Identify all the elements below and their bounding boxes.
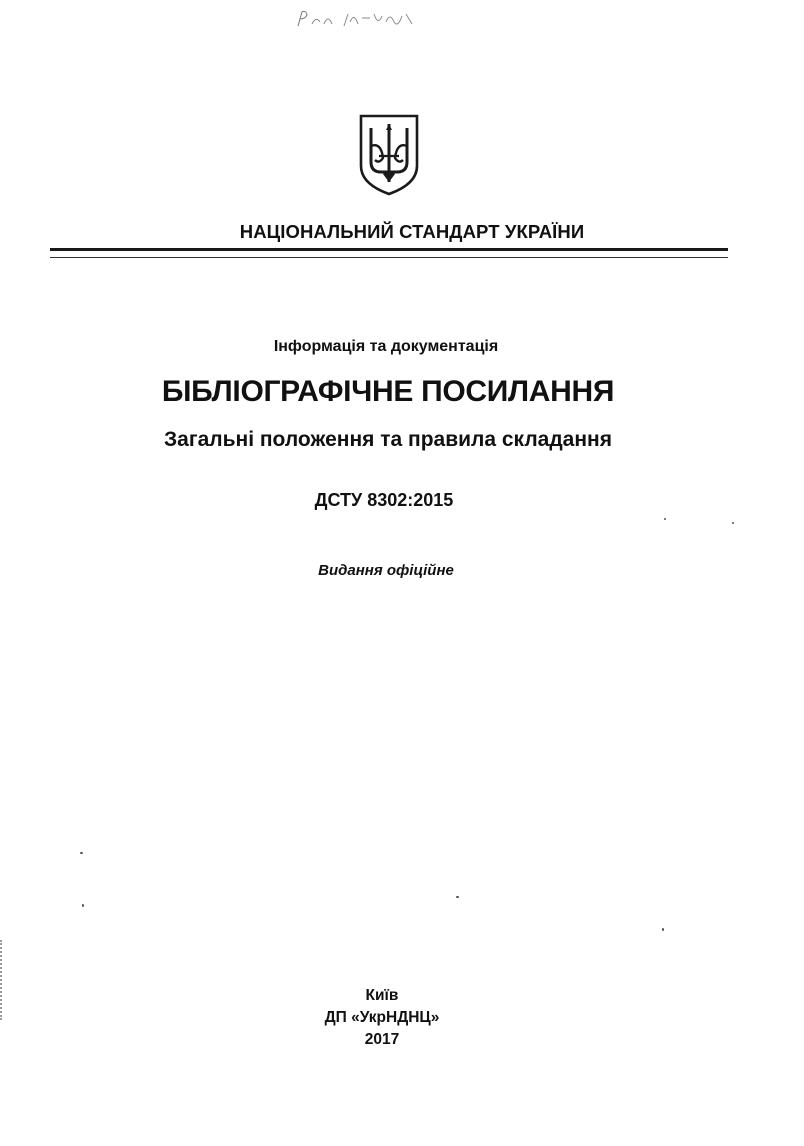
document-subtitle: Загальні положення та правила складання bbox=[164, 428, 612, 451]
publisher-organization: ДП «УкрНДНЦ» bbox=[324, 1009, 440, 1026]
scan-speck bbox=[662, 928, 664, 931]
subject-area: Інформація та документація bbox=[273, 338, 499, 355]
document-title: БІБЛІОГРАФІЧНЕ ПОСИЛАННЯ bbox=[161, 375, 615, 408]
handwritten-registration-mark bbox=[292, 6, 422, 32]
scan-edge-marks bbox=[0, 940, 5, 1020]
publisher-city: Київ bbox=[365, 987, 399, 1004]
scan-speck bbox=[456, 896, 459, 898]
standard-type-heading: НАЦІОНАЛЬНИЙ СТАНДАРТ УКРАЇНИ bbox=[239, 221, 585, 242]
publisher-block bbox=[0, 985, 784, 1051]
coat-of-arms-of-ukraine-icon bbox=[357, 112, 421, 196]
scan-speck bbox=[732, 522, 734, 524]
heading-rule-thin bbox=[50, 257, 728, 258]
standard-designation: ДСТУ 8302:2015 bbox=[314, 490, 454, 510]
edition-note: Видання офіційне bbox=[318, 562, 454, 579]
scan-speck bbox=[80, 852, 83, 854]
publication-year: 2017 bbox=[364, 1031, 400, 1048]
scan-speck bbox=[664, 518, 666, 520]
heading-rule-thick bbox=[50, 248, 728, 251]
scan-speck bbox=[82, 904, 84, 907]
